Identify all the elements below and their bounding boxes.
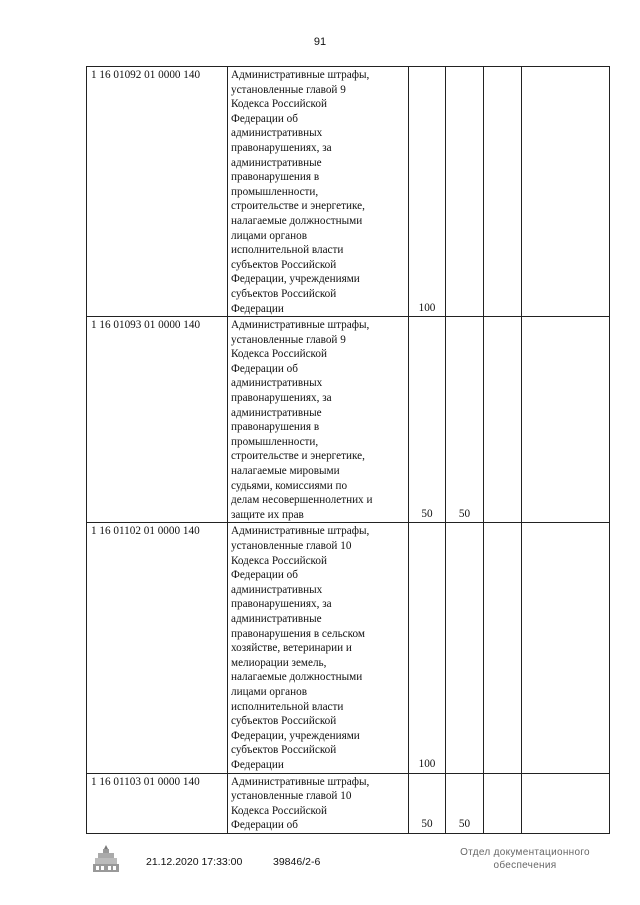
description-line: субъектов Российской bbox=[231, 287, 337, 300]
empty-cell bbox=[522, 523, 610, 773]
description-line: налагаемые должностными bbox=[231, 214, 363, 227]
description-line: Административные штрафы, bbox=[231, 69, 370, 81]
description-line: Федерации bbox=[231, 302, 284, 315]
description-line: Кодекса Российской bbox=[231, 554, 327, 567]
stamp-line-1: Отдел документационного bbox=[460, 847, 590, 858]
description-line: хозяйстве, ветеринарии и bbox=[231, 642, 352, 655]
description-cell bbox=[228, 67, 409, 317]
description-line: исполнительной власти bbox=[231, 244, 344, 257]
table-row bbox=[87, 773, 610, 833]
description-line: Административные штрафы, bbox=[231, 775, 370, 788]
emblem-logo bbox=[90, 843, 122, 875]
value-cell-col1: 100 bbox=[409, 523, 446, 773]
description-cell bbox=[228, 317, 409, 523]
footer-timestamp: 21.12.2020 17:33:00 bbox=[146, 856, 243, 868]
stamp-line-2: обеспечения bbox=[493, 860, 557, 871]
description-line: административные bbox=[231, 612, 322, 625]
description-line: Кодекса Российской bbox=[231, 348, 327, 361]
value-cell-col3 bbox=[484, 523, 522, 773]
description-line: установленные главой 9 bbox=[231, 83, 346, 96]
value-cell-col2 bbox=[446, 67, 484, 317]
description-line: промышленности, bbox=[231, 185, 319, 198]
description-line: мелиорации земель, bbox=[231, 656, 327, 669]
description-line: правонарушения в bbox=[231, 421, 320, 434]
description-line: налагаемые должностными bbox=[231, 671, 363, 684]
empty-cell bbox=[522, 773, 610, 833]
description-cell bbox=[228, 773, 409, 833]
value-cell-col2: 50 bbox=[446, 317, 484, 523]
value-cell-col2 bbox=[446, 523, 484, 773]
description-line: правонарушениях, за bbox=[231, 392, 332, 405]
description-cell bbox=[228, 523, 409, 773]
description-line: административных bbox=[231, 583, 323, 596]
budget-code-cell: 1 16 01102 01 0000 140 bbox=[87, 523, 228, 773]
description-line: административных bbox=[231, 127, 323, 140]
description-line: Федерации об bbox=[231, 112, 298, 125]
description-line: Федерации об bbox=[231, 362, 298, 375]
description-line: Административные штрафы, bbox=[231, 319, 370, 332]
description-line: исполнительной власти bbox=[231, 700, 344, 713]
budget-code-cell: 1 16 01103 01 0000 140 bbox=[87, 773, 228, 833]
description-line: строительстве и энергетике, bbox=[231, 200, 365, 213]
description-line: лицами органов bbox=[231, 229, 307, 242]
description-line: Федерации об bbox=[231, 569, 298, 582]
description-line: налагаемые мировыми bbox=[231, 465, 340, 478]
table-row bbox=[87, 317, 610, 523]
description-line: Кодекса Российской bbox=[231, 804, 327, 817]
value-cell-col3 bbox=[484, 317, 522, 523]
empty-cell bbox=[522, 67, 610, 317]
description-line: Административные штрафы, bbox=[231, 525, 370, 538]
budget-code-cell: 1 16 01093 01 0000 140 bbox=[87, 317, 228, 523]
description-line: строительстве и энергетике, bbox=[231, 450, 365, 463]
description-line: субъектов Российской bbox=[231, 744, 337, 757]
value-cell-col3 bbox=[484, 67, 522, 317]
footer-doc-number: 39846/2-6 bbox=[273, 856, 321, 868]
description-line: лицами органов bbox=[231, 685, 307, 698]
description-line: делам несовершеннолетних и bbox=[231, 494, 373, 507]
description-line: промышленности, bbox=[231, 435, 319, 448]
table-row bbox=[87, 523, 610, 773]
description-line: субъектов Российской bbox=[231, 715, 337, 728]
description-line: Федерации об bbox=[231, 819, 298, 832]
description-line: Федерации bbox=[231, 758, 284, 771]
revenue-table bbox=[86, 66, 610, 834]
description-line: субъектов Российской bbox=[231, 258, 337, 271]
description-line: установленные главой 10 bbox=[231, 540, 352, 552]
description-line: правонарушения в сельском bbox=[231, 627, 365, 640]
description-line: правонарушениях, за bbox=[231, 598, 332, 611]
value-cell-col2: 50 bbox=[446, 773, 484, 833]
value-cell-col3 bbox=[484, 773, 522, 833]
page-number: 91 bbox=[313, 36, 327, 48]
description-line: административные bbox=[231, 406, 322, 419]
description-line: Кодекса Российской bbox=[231, 98, 327, 111]
description-line: Федерации, учреждениями bbox=[231, 273, 360, 286]
empty-cell bbox=[522, 317, 610, 523]
budget-code-cell: 1 16 01092 01 0000 140 bbox=[87, 67, 228, 317]
value-cell-col1: 50 bbox=[409, 773, 446, 833]
table-row bbox=[87, 67, 610, 317]
description-line: судьями, комиссиями по bbox=[231, 479, 348, 492]
description-line: защите их прав bbox=[231, 508, 304, 521]
description-line: правонарушениях, за bbox=[231, 141, 332, 154]
description-line: установленные главой 9 bbox=[231, 333, 346, 346]
description-line: установленные главой 10 bbox=[231, 790, 352, 803]
department-stamp bbox=[440, 846, 610, 872]
description-line: административных bbox=[231, 377, 323, 390]
description-line: Федерации, учреждениями bbox=[231, 729, 360, 742]
description-line: правонарушения в bbox=[231, 171, 320, 184]
value-cell-col1: 100 bbox=[409, 67, 446, 317]
description-line: административные bbox=[231, 156, 322, 169]
value-cell-col1: 50 bbox=[409, 317, 446, 523]
